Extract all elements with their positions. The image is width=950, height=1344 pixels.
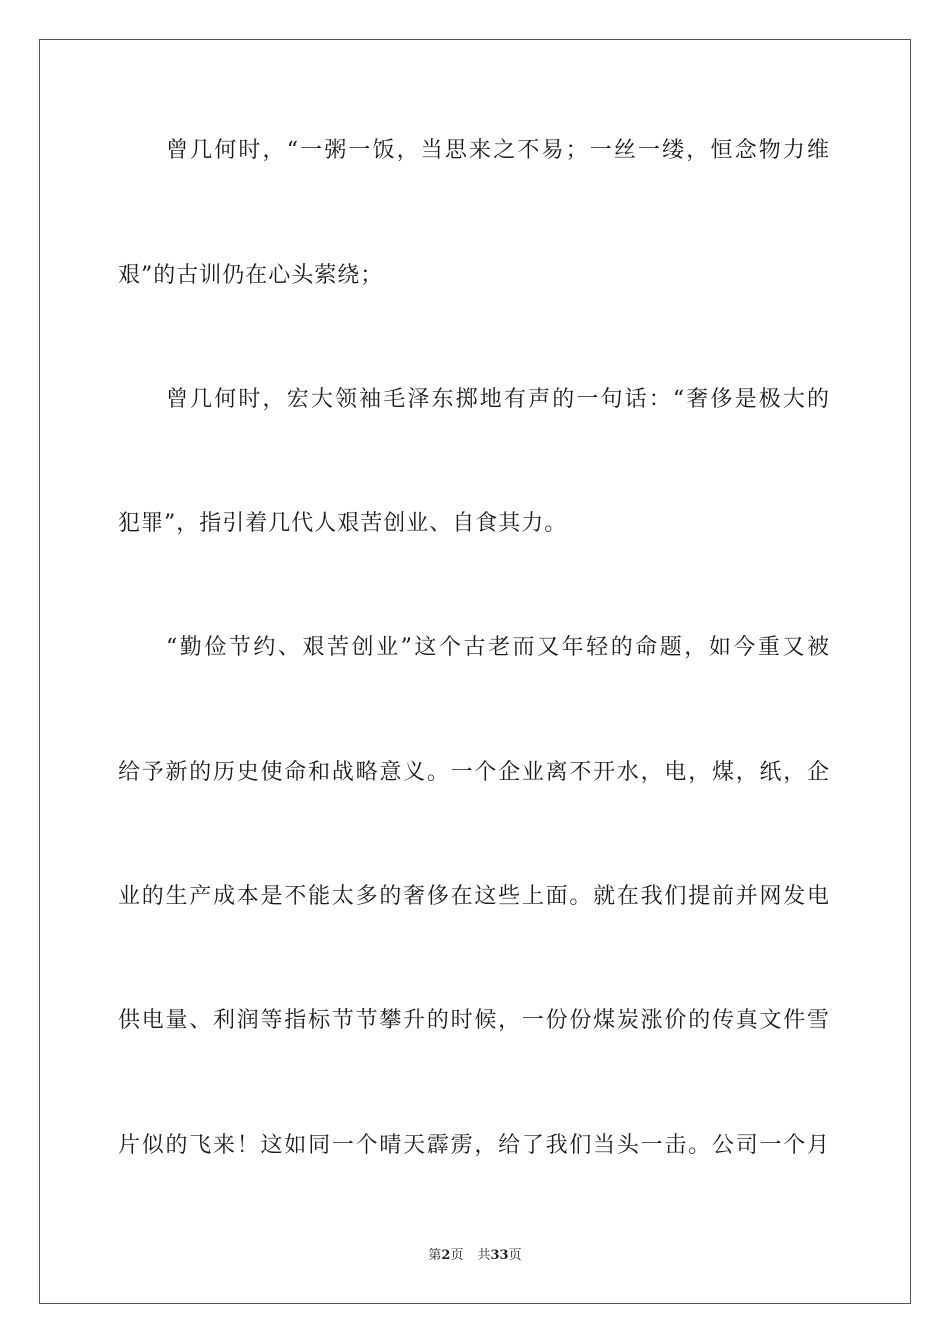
paragraph-3-line-5: 片似的飞来！这如同一个晴天霹雳，给了我们当头一击。公司一个月 — [118, 1133, 830, 1158]
total-prefix: 共 — [477, 1248, 491, 1263]
page-prefix: 第 — [428, 1248, 442, 1263]
paragraph-2-line-2: 犯罪”，指引着几代人艰苦创业、自食其力。 — [118, 511, 568, 536]
paragraph-2-line-1: 曾几何时，宏大领袖毛泽东掷地有声的一句话：“奢侈是极大的 — [166, 387, 830, 412]
page-total: 33 — [490, 1248, 509, 1263]
page-current: 2 — [441, 1248, 451, 1263]
total-unit: 页 — [508, 1248, 522, 1263]
paragraph-3-line-2: 给予新的历史使命和战略意义。一个企业离不开水，电，煤，纸，企 — [118, 760, 830, 785]
paragraph-3-line-3: 业的生产成本是不能太多的奢侈在这些上面。就在我们提前并网发电 — [118, 884, 830, 909]
page-unit: 页 — [450, 1248, 464, 1263]
page-border — [39, 39, 911, 1304]
page-footer — [0, 1247, 950, 1265]
paragraph-1-line-1: 曾几何时，“一粥一饭，当思来之不易；一丝一缕，恒念物力维 — [166, 138, 830, 163]
paragraph-1-line-2: 艰”的古训仍在心头萦绕； — [118, 263, 384, 288]
paragraph-3-line-4: 供电量、利润等指标节节攀升的时候，一份份煤炭涨价的传真文件雪 — [118, 1008, 830, 1033]
paragraph-3-line-1: “勤俭节约、艰苦创业”这个古老而又年轻的命题，如今重又被 — [166, 635, 830, 660]
